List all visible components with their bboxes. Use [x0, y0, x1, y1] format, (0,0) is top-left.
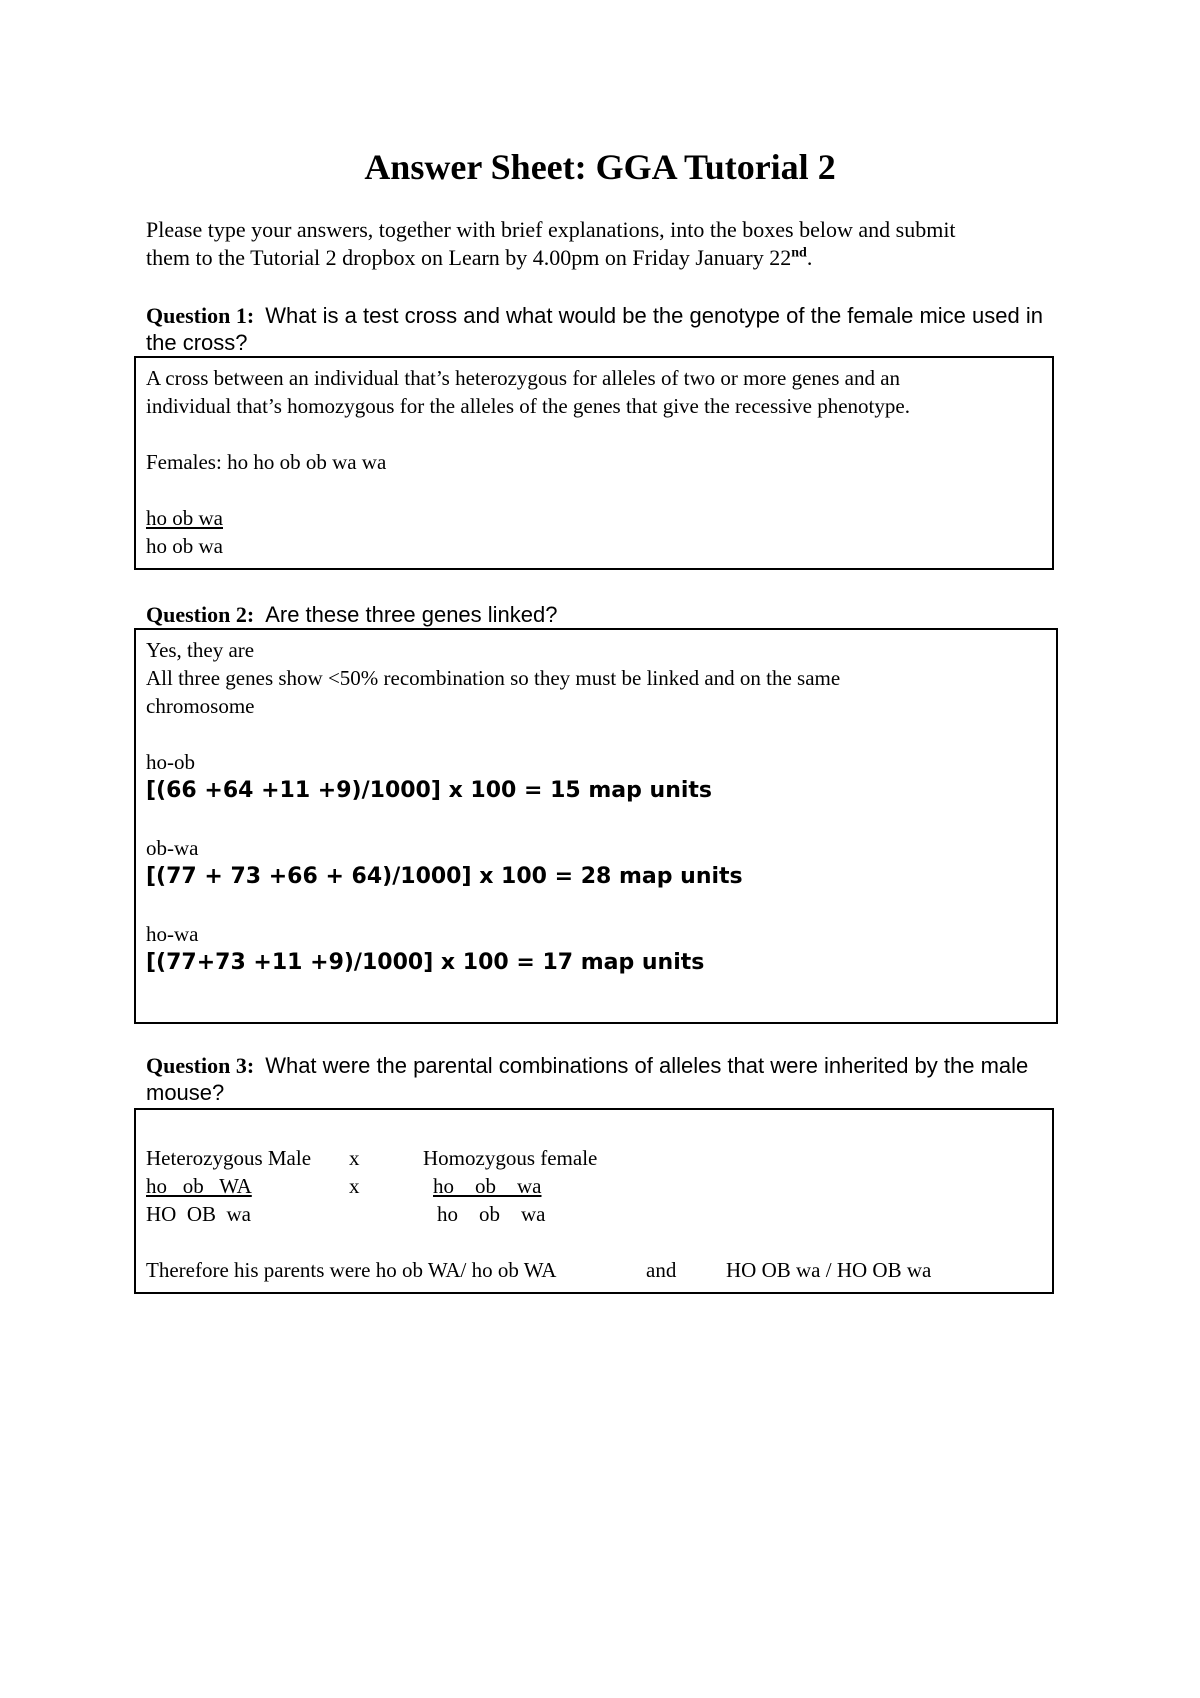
page-title: Answer Sheet: GGA Tutorial 2 [364, 147, 836, 187]
conclusion-and: and [646, 1258, 677, 1282]
question-2 [146, 601, 1076, 628]
conclusion-parent-1: Therefore his parents were ho ob WA/ ho ob WA [146, 1258, 557, 1282]
male-genotype-bottom: HO OB wa [146, 1202, 251, 1226]
cross-top-row [146, 1172, 1052, 1200]
instructions [146, 216, 1076, 272]
answer-2-line-3: chromosome [146, 694, 255, 718]
pair-ob-wa: ob-wa [146, 836, 199, 860]
answer-1-genotype-bottom: ho ob wa [146, 534, 223, 558]
instructions-line-2-text: them to the Tutorial 2 dropbox on Learn by 4.00pm on Friday January 22 [146, 245, 792, 270]
answer-box-1[interactable] [134, 356, 1054, 570]
question-1-label: Question 1: [146, 303, 255, 328]
question-1 [146, 302, 1076, 356]
answer-1-genotype-top: ho ob wa [146, 506, 223, 530]
answer-1-line-2: individual that’s homozygous for the alleles of the genes that give the recessive phenotype. [146, 394, 910, 418]
conclusion-parent-2: HO OB wa / HO OB wa [726, 1258, 932, 1282]
cross-bottom-row [146, 1200, 1052, 1228]
ordinal-suffix: nd [791, 245, 807, 261]
question-3-label: Question 3: [146, 1053, 255, 1078]
question-3 [146, 1052, 1076, 1106]
question-3-text: What were the parental combinations of alleles that were inherited by the male mouse? [146, 1053, 1029, 1105]
question-1-text: What is a test cross and what would be the genotype of the female mice used in the cross? [146, 303, 1043, 355]
female-genotype-top: ho ob wa [433, 1174, 542, 1198]
answer-1-females: Females: ho ho ob ob wa wa [146, 450, 387, 474]
formula-ho-ob: [(66 +64 +11 +9)/1000] x 100 = 15 map units [146, 778, 713, 803]
conclusion-row [146, 1256, 1052, 1284]
pair-ho-ob: ho-ob [146, 750, 195, 774]
instructions-line-1: Please type your answers, together with brief explanations, into the boxes below and submit [146, 217, 956, 242]
formula-ob-wa: [(77 + 73 +66 + 64)/1000] x 100 = 28 map units [146, 864, 743, 889]
cross-symbol: x [349, 1146, 360, 1170]
cross-symbol-2: x [349, 1174, 360, 1198]
answer-2-line-2: All three genes show <50% recombination so they must be linked and on the same [146, 666, 841, 690]
answer-box-2[interactable] [134, 628, 1058, 1024]
cross-header-row [146, 1144, 1052, 1172]
formula-ho-wa: [(77+73 +11 +9)/1000] x 100 = 17 map units [146, 950, 705, 975]
answer-1-line-1: A cross between an individual that’s heterozygous for alleles of two or more genes and an [146, 366, 901, 390]
answer-2-line-1: Yes, they are [146, 638, 255, 662]
male-label: Heterozygous Male [146, 1146, 312, 1170]
male-genotype-top: ho ob WA [146, 1174, 252, 1198]
instructions-period: . [806, 245, 813, 270]
question-2-text: Are these three genes linked? [265, 602, 558, 627]
question-2-label: Question 2: [146, 602, 255, 627]
answer-box-3[interactable] [134, 1108, 1054, 1294]
female-genotype-bottom: ho ob wa [437, 1202, 546, 1226]
instructions-line-2 [146, 244, 1076, 272]
pair-ho-wa: ho-wa [146, 922, 199, 946]
female-label: Homozygous female [423, 1146, 598, 1170]
